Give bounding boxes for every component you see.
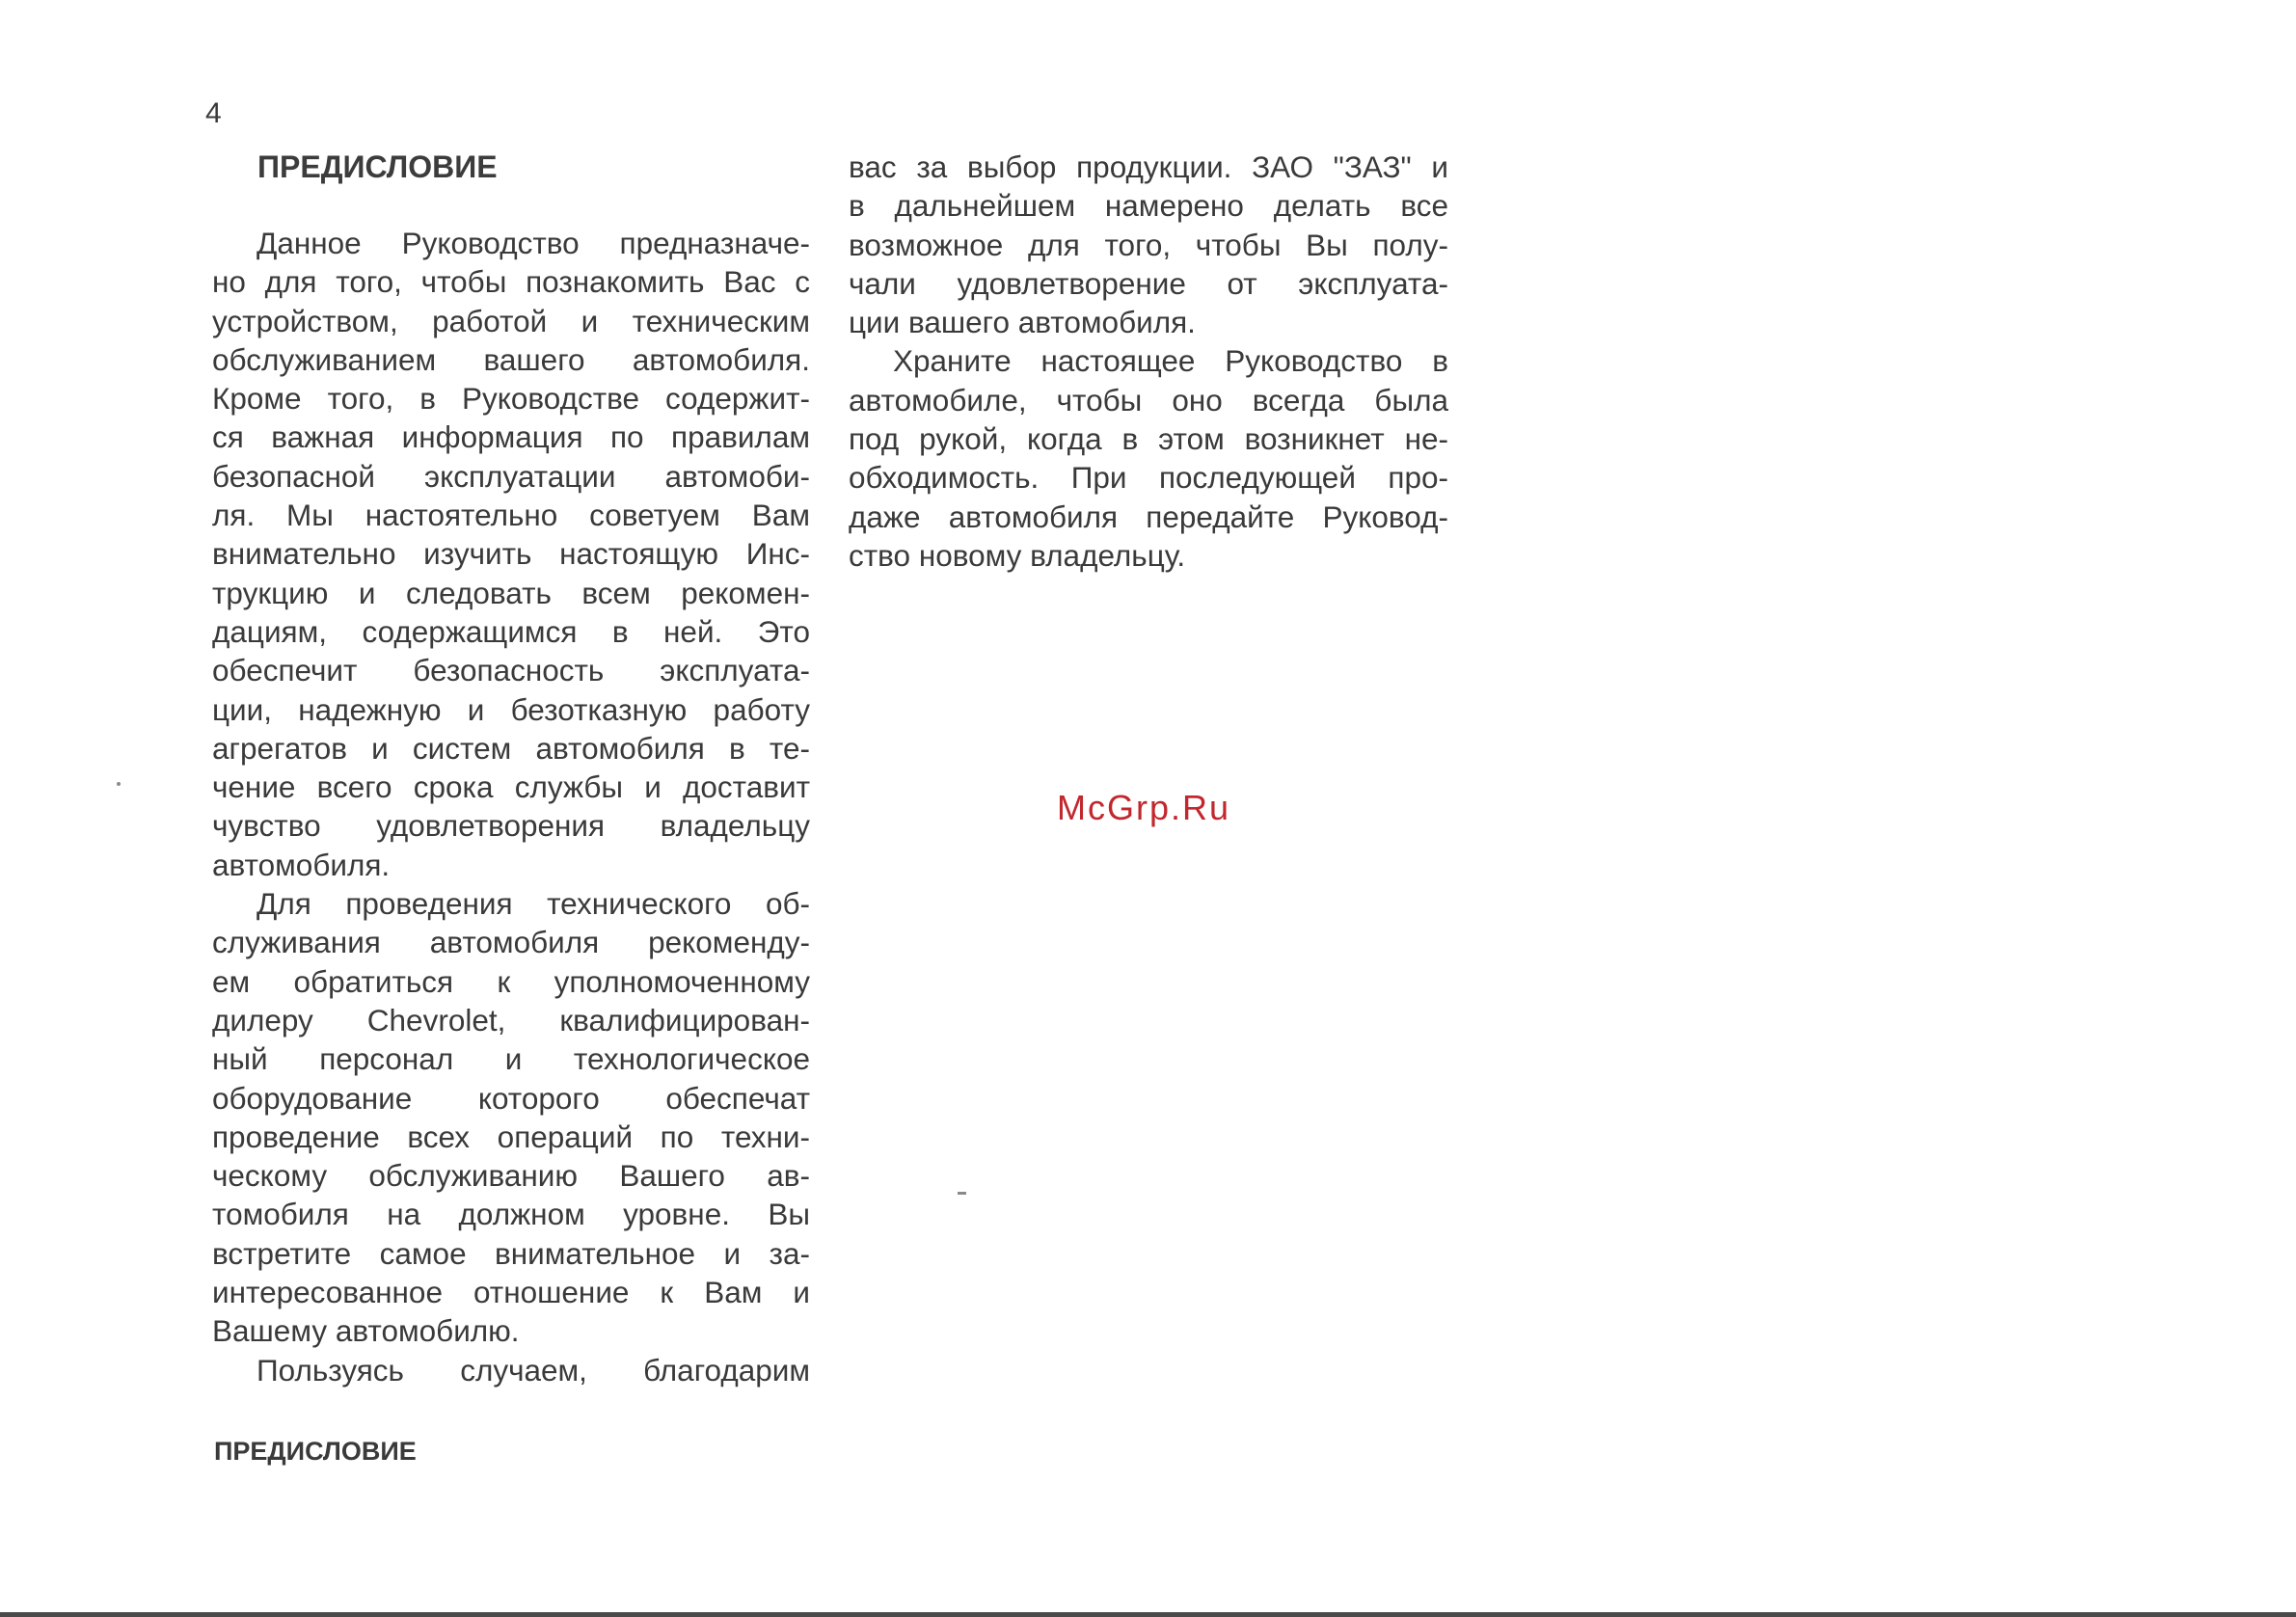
text-line: чали удовлетворение от эксплуата- (849, 265, 1448, 301)
text-line: в дальнейшем намерено делать все (849, 188, 1448, 224)
text-line: ство новому владельцу. (849, 537, 1186, 573)
text-line: под рукой, когда в этом возникнет не- (849, 421, 1448, 457)
text-line: Кроме того, в Руководстве содержит- (212, 381, 810, 417)
text-line: вас за выбор продукции. ЗАО "ЗАЗ" и (849, 149, 1448, 184)
text-line: томобиля на должном уровне. Вы (212, 1197, 810, 1232)
text-line: ческому обслуживанию Вашего ав- (212, 1158, 810, 1194)
left-text-column (212, 224, 810, 1389)
text-line: автомобиле, чтобы оно всегда была (849, 382, 1448, 418)
text-line: чение всего срока службы и доставит (212, 769, 810, 805)
text-line: оборудование которого обеспечат (212, 1080, 810, 1116)
watermark: McGrp.Ru (1057, 788, 1231, 827)
text-line: ся важная информация по правилам (212, 419, 810, 455)
text-line: служивания автомобиля рекоменду- (212, 925, 810, 960)
text-line: устройством, работой и техническим (212, 303, 810, 338)
text-line: обходимость. При последующей про- (849, 460, 1448, 496)
text-line: проведение всех операций по техни- (212, 1118, 810, 1154)
page-number: 4 (205, 97, 222, 129)
scan-speck (117, 782, 121, 786)
bottom-border (0, 1612, 2296, 1617)
text-line: ля. Мы настоятельно советуем Вам (212, 498, 810, 533)
text-line: ции вашего автомобиля. (849, 305, 1196, 340)
text-line: обслуживанием вашего автомобиля. (212, 341, 810, 377)
text-line: Вашему автомобилю. (212, 1313, 520, 1349)
text-line: ем обратиться к уполномоченному (212, 963, 810, 999)
text-line: Пользуясь случаем, благодарим (257, 1352, 810, 1388)
text-line: интересованное отношение к Вам и (212, 1275, 810, 1310)
text-line: ции, надежную и безотказную работу (212, 691, 810, 727)
text-line: возможное для того, чтобы Вы полу- (849, 227, 1448, 262)
text-line: внимательно изучить настоящую Инс- (212, 536, 810, 572)
text-line: трукцию и следовать всем рекомен- (212, 575, 810, 610)
text-line: но для того, чтобы познакомить Вас с (212, 264, 810, 300)
scan-speck (958, 1192, 966, 1195)
right-text-column (849, 148, 1448, 575)
text-line: агрегатов и систем автомобиля в те- (212, 730, 810, 766)
text-line: Данное Руководство предназначе- (257, 226, 810, 260)
text-line: дациям, содержащимся в ней. Это (212, 613, 810, 649)
text-line: даже автомобиля передайте Руковод- (849, 499, 1448, 534)
section-heading: ПРЕДИСЛОВИЕ (257, 149, 498, 184)
footer-section-title: ПРЕДИСЛОВИЕ (214, 1437, 417, 1466)
text-line: обеспечит безопасность эксплуата- (212, 653, 810, 688)
text-line: чувство удовлетворения владельцу (212, 808, 810, 844)
text-line: автомобиля. (212, 847, 391, 882)
text-line: Храните настоящее Руководство в (893, 343, 1448, 379)
text-line: Для проведения технического об- (257, 886, 810, 922)
text-line: ный персонал и технологическое (212, 1041, 810, 1077)
text-line: встретите самое внимательное и за- (212, 1235, 810, 1271)
text-line: дилеру Chevrolet, квалифицирован- (212, 1002, 810, 1038)
text-line: безопасной эксплуатации автомоби- (212, 458, 810, 494)
